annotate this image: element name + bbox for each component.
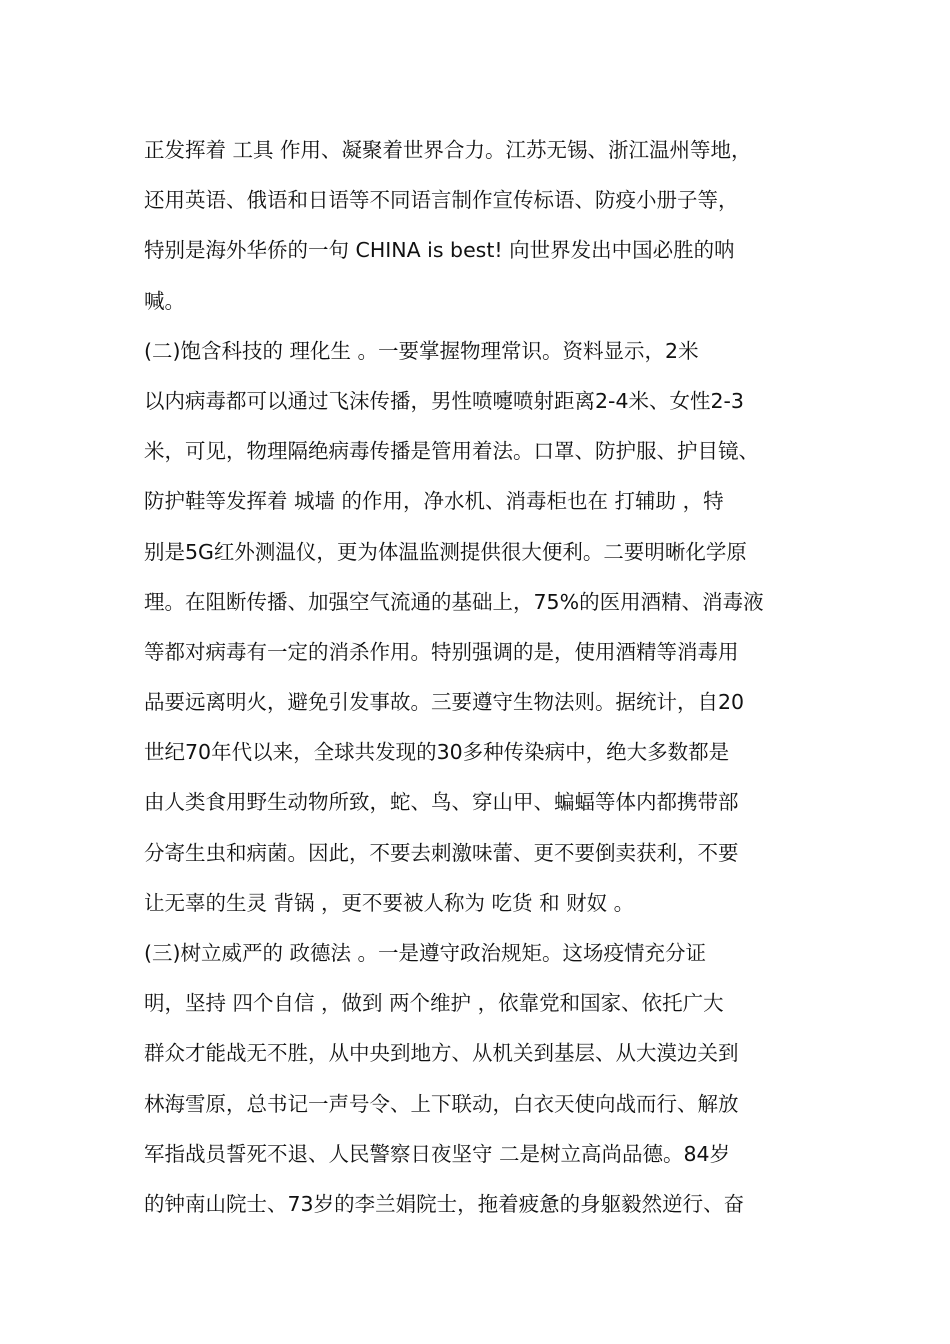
- text-line: 防护鞋等发挥着 城墙 的作用，净水机、消毒柜也在 打辅助 ，特: [144, 489, 724, 514]
- text-line: 分寄生虫和病菌。因此，不要去刺激味蕾、更不要倒卖获利，不要: [144, 840, 739, 865]
- text-line: 还用英语、俄语和日语等不同语言制作宣传标语、防疫小册子等，: [144, 188, 739, 213]
- text-line: 明，坚持 四个自信 ，做到 两个维护 ，依靠党和国家、依托广大: [144, 991, 724, 1016]
- text-line: 林海雪原，总书记一声号令、上下联动，白衣天使向战而行、解放: [144, 1091, 739, 1116]
- text-line: 的钟南山院士、73岁的李兰娟院士，拖着疲惫的身躯毅然逆行、奋: [144, 1191, 745, 1216]
- text-line: 理。在阻断传播、加强空气流通的基础上，75%的医用酒精、消毒液: [144, 589, 764, 614]
- text-line: 由人类食用野生动物所致，蛇、鸟、穿山甲、蝙蝠等体内都携带部: [144, 790, 739, 815]
- text-line: 世纪70年代以来，全球共发现的30多种传染病中，绝大多数都是: [144, 740, 730, 765]
- text-line: 特别是海外华侨的一句 CHINA is best! 向世界发出中国必胜的呐: [144, 238, 735, 263]
- body-text: [144, 125, 814, 1229]
- text-line: 让无辜的生灵 背锅 ，更不要被人称为 吃货 和 财奴 。: [144, 890, 635, 915]
- text-line: 品要远离明火，避免引发事故。三要遵守生物法则。据统计，自20: [144, 690, 745, 715]
- text-line: (三)树立威严的 政德法 。一是遵守政治规矩。这场疫情充分证: [144, 941, 707, 965]
- text-line: 以内病毒都可以通过飞沫传播，男性喷嚏喷射距离2-4米、女性2-3: [144, 388, 744, 413]
- text-line: 军指战员誓死不退、人民警察日夜坚守 二是树立高尚品德。84岁: [144, 1141, 731, 1166]
- text-line: 米，可见，物理隔绝病毒传播是管用着法。口罩、防护服、护目镜、: [144, 439, 759, 464]
- text-line: (二)饱含科技的 理化生 。一要掌握物理常识。资料显示，2米: [144, 338, 699, 363]
- text-line: 正发挥着 工具 作用、凝聚着世界合力。江苏无锡、浙江温州等地，: [144, 138, 752, 162]
- text-line: 喊。: [144, 288, 185, 313]
- text-line: 别是5G红外测温仪，更为体温监测提供很大便利。二要明晰化学原: [144, 539, 747, 564]
- text-line: 等都对病毒有一定的消杀作用。特别强调的是，使用酒精等消毒用: [144, 639, 739, 664]
- text-line: 群众才能战无不胜，从中央到地方、从机关到基层、从大漠边关到: [144, 1041, 739, 1066]
